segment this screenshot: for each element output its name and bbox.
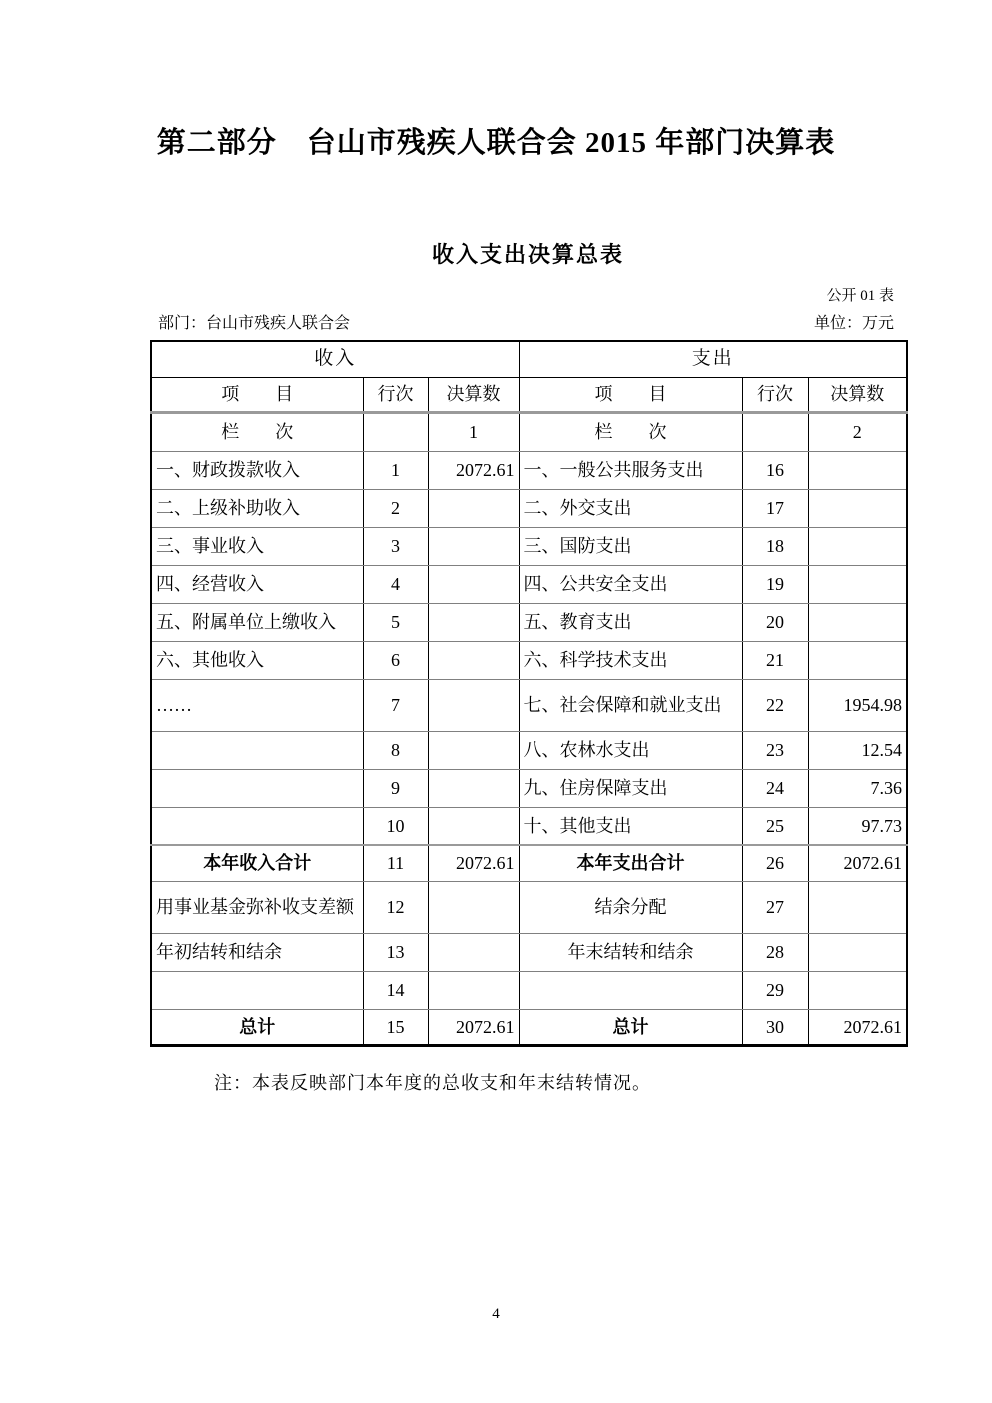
income-amount-cell (428, 641, 519, 679)
table-row (151, 565, 907, 603)
unit-label: 单位：万元 (813, 315, 894, 332)
income-amount-cell: 2072.61 (428, 1009, 519, 1045)
income-item-cell (151, 731, 363, 769)
page-number: 4 (492, 1306, 500, 1322)
income-item-cell (151, 769, 363, 807)
income-amount-cell (428, 565, 519, 603)
expense-rowno-header: 行次 (742, 377, 808, 412)
income-item-cell: 六、其他收入 (151, 641, 363, 679)
income-item-cell: 本年收入合计 (151, 845, 363, 881)
expense-item-cell: 本年支出合计 (519, 845, 742, 881)
expense-item-cell: 八、农林水支出 (519, 731, 742, 769)
expense-rowno-cell: 25 (742, 807, 808, 845)
table-row (151, 489, 907, 527)
expense-amount-cell (808, 971, 907, 1009)
expense-amount-cell: 7.36 (808, 769, 907, 807)
expense-rowno-cell: 17 (742, 489, 808, 527)
expense-rowno-cell: 21 (742, 641, 808, 679)
expense-amount-cell: 12.54 (808, 731, 907, 769)
income-rowno-cell: 4 (363, 565, 428, 603)
income-amount-cell (428, 807, 519, 845)
income-rowno-cell: 11 (363, 845, 428, 881)
table-row (151, 769, 907, 807)
expense-rowno-cell: 30 (742, 1009, 808, 1045)
income-item-cell: 五、附属单位上缴收入 (151, 603, 363, 641)
expense-item-cell: 二、外交支出 (519, 489, 742, 527)
income-lanci-label: 栏 次 (151, 412, 363, 451)
expense-amount-cell: 1954.98 (808, 679, 907, 731)
expense-rowno-cell: 18 (742, 527, 808, 565)
expense-rowno-cell: 28 (742, 933, 808, 971)
income-item-cell: 四、经营收入 (151, 565, 363, 603)
expense-rowno-cell: 22 (742, 679, 808, 731)
total-row (151, 1009, 907, 1045)
expense-amount-cell (808, 451, 907, 489)
budget-summary-table (150, 340, 908, 1047)
expense-rowno-cell: 23 (742, 731, 808, 769)
income-amount-cell (428, 679, 519, 731)
subtotal-row (151, 845, 907, 881)
income-item-cell: 三、事业收入 (151, 527, 363, 565)
expense-section-header: 支出 (519, 341, 907, 377)
income-item-cell: 一、财政拨款收入 (151, 451, 363, 489)
expense-amount-cell: 2072.61 (808, 1009, 907, 1045)
expense-rowno-cell: 16 (742, 451, 808, 489)
income-amount-cell (428, 489, 519, 527)
income-item-cell: 年初结转和结余 (151, 933, 363, 971)
expense-amount-cell (808, 933, 907, 971)
table-row (151, 451, 907, 489)
table-row (151, 527, 907, 565)
expense-item-cell: 结余分配 (519, 881, 742, 933)
department-label: 部门：台山市残疾人联合会 (158, 315, 351, 332)
expense-rowno-cell: 24 (742, 769, 808, 807)
income-item-cell: 总计 (151, 1009, 363, 1045)
income-item-header: 项 目 (151, 377, 363, 412)
expense-lanci-label: 栏 次 (519, 412, 742, 451)
income-item-cell (151, 971, 363, 1009)
expense-rowno-cell: 26 (742, 845, 808, 881)
income-rowno-cell: 7 (363, 679, 428, 731)
expense-item-cell: 四、公共安全支出 (519, 565, 742, 603)
expense-item-cell: 九、住房保障支出 (519, 769, 742, 807)
income-amount-cell (428, 527, 519, 565)
income-amount-cell: 2072.61 (428, 451, 519, 489)
income-section-header: 收入 (151, 341, 519, 377)
column-index-row (151, 412, 907, 451)
expense-rowno-cell: 20 (742, 603, 808, 641)
expense-item-cell: 十、其他支出 (519, 807, 742, 845)
expense-lanci-blank (742, 412, 808, 451)
table-title: 收入支出决算总表 (431, 242, 624, 267)
expense-item-cell (519, 971, 742, 1009)
income-rowno-cell: 8 (363, 731, 428, 769)
income-item-cell: …… (151, 679, 363, 731)
expense-amount-cell (808, 641, 907, 679)
expense-item-cell: 七、社会保障和就业支出 (519, 679, 742, 731)
table-row (151, 603, 907, 641)
expense-item-cell: 三、国防支出 (519, 527, 742, 565)
table-row (151, 881, 907, 933)
income-rowno-header: 行次 (363, 377, 428, 412)
income-rowno-cell: 5 (363, 603, 428, 641)
expense-item-cell: 年末结转和结余 (519, 933, 742, 971)
expense-amount-cell (808, 489, 907, 527)
expense-item-header: 项 目 (519, 377, 742, 412)
income-amount-cell: 2072.61 (428, 845, 519, 881)
income-amount-cell (428, 731, 519, 769)
table-row (151, 933, 907, 971)
expense-amount-cell: 97.73 (808, 807, 907, 845)
expense-rowno-cell: 27 (742, 881, 808, 933)
column-header-row (151, 377, 907, 412)
income-rowno-cell: 14 (363, 971, 428, 1009)
expense-amount-cell (808, 603, 907, 641)
income-item-cell: 用事业基金弥补收支差额 (151, 881, 363, 933)
section-header-row (151, 341, 907, 377)
income-item-cell: 二、上级补助收入 (151, 489, 363, 527)
income-rowno-cell: 9 (363, 769, 428, 807)
income-amount-cell (428, 933, 519, 971)
expense-amount-header: 决算数 (808, 377, 907, 412)
income-rowno-cell: 1 (363, 451, 428, 489)
meta-line (150, 310, 906, 333)
table-note: 注：本表反映部门本年度的总收支和年末结转情况。 (214, 1072, 651, 1093)
expense-item-cell: 总计 (519, 1009, 742, 1045)
table-tag: 公开 01 表 (826, 288, 894, 304)
income-rowno-cell: 12 (363, 881, 428, 933)
document-title: 第二部分 台山市残疾人联合会 2015 年部门决算表 (156, 127, 836, 159)
expense-rowno-cell: 29 (742, 971, 808, 1009)
income-rowno-cell: 13 (363, 933, 428, 971)
table-row (151, 971, 907, 1009)
table-row (151, 641, 907, 679)
income-lanci-blank (363, 412, 428, 451)
expense-rowno-cell: 19 (742, 565, 808, 603)
expense-item-cell: 五、教育支出 (519, 603, 742, 641)
income-item-cell (151, 807, 363, 845)
income-amount-cell (428, 881, 519, 933)
income-column-no: 1 (428, 412, 519, 451)
income-amount-header: 决算数 (428, 377, 519, 412)
expense-amount-cell (808, 881, 907, 933)
expense-amount-cell (808, 527, 907, 565)
expense-item-cell: 六、科学技术支出 (519, 641, 742, 679)
income-rowno-cell: 15 (363, 1009, 428, 1045)
expense-amount-cell (808, 565, 907, 603)
table-row (151, 807, 907, 845)
expense-item-cell: 一、一般公共服务支出 (519, 451, 742, 489)
income-amount-cell (428, 769, 519, 807)
income-rowno-cell: 2 (363, 489, 428, 527)
income-rowno-cell: 3 (363, 527, 428, 565)
income-amount-cell (428, 971, 519, 1009)
table-row (151, 679, 907, 731)
income-amount-cell (428, 603, 519, 641)
income-rowno-cell: 6 (363, 641, 428, 679)
income-rowno-cell: 10 (363, 807, 428, 845)
expense-amount-cell: 2072.61 (808, 845, 907, 881)
content-area (150, 161, 906, 1095)
expense-column-no: 2 (808, 412, 907, 451)
table-row (151, 731, 907, 769)
